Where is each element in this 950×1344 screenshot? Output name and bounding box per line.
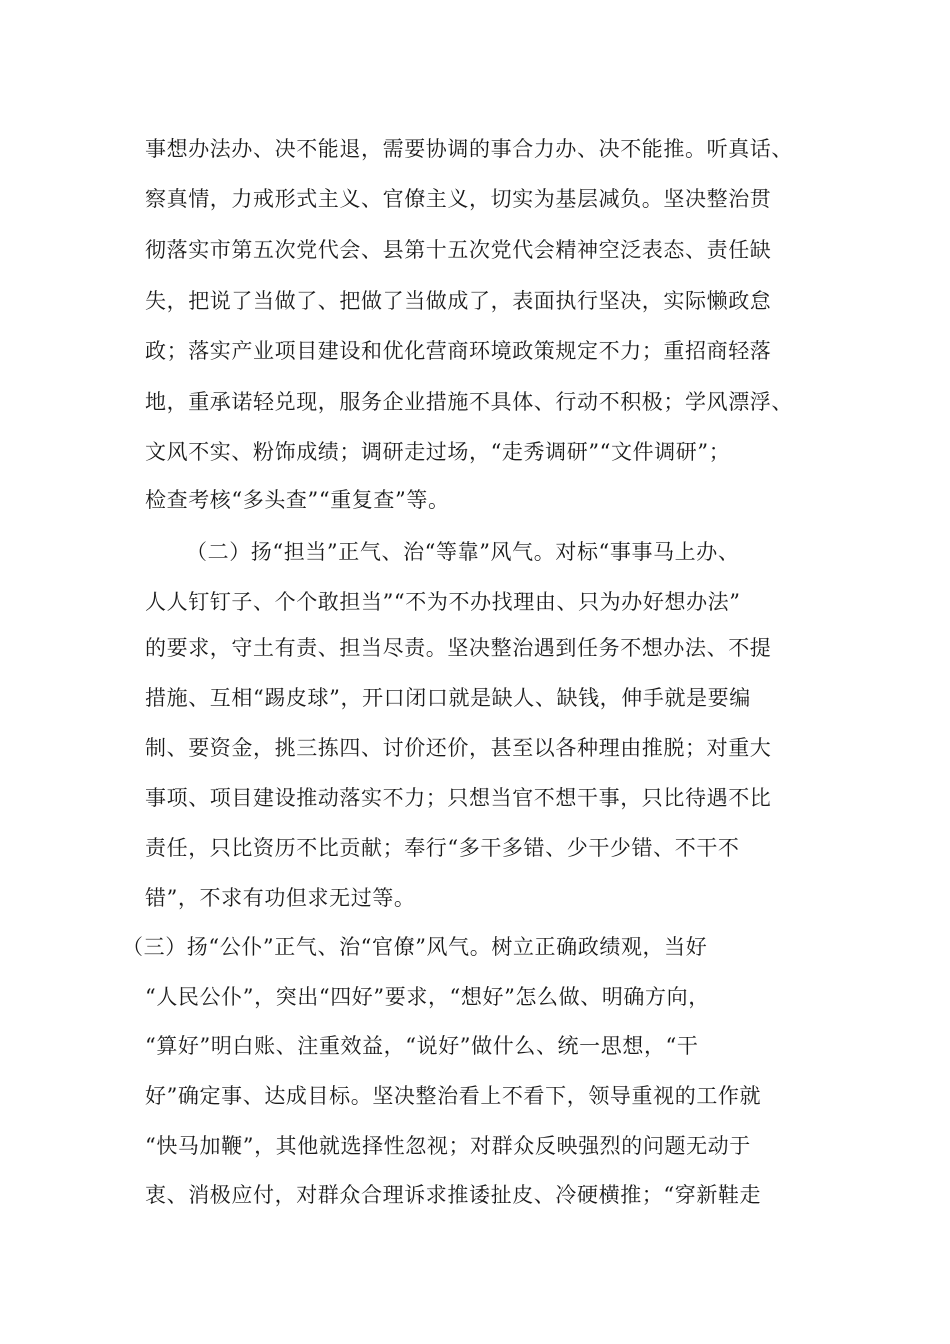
- section-heading-2: （二）扬“担当”正气、治“等靠”风气。对标“事事马上办、: [186, 540, 740, 564]
- text-line: 人人钉钉子、个个敢担当”“不为不办找理由、只为办好想办法”: [145, 590, 741, 614]
- text-line: 检查考核“多头查”“重复查”等。: [145, 488, 450, 512]
- text-line: 失，把说了当做了、把做了当做成了，表面执行坚决，实际懒政怠: [145, 289, 772, 313]
- text-line: 制、要资金，挑三拣四、讨价还价，甚至以各种理由推脱；对重大: [145, 736, 772, 760]
- text-line: 地，重承诺轻兑现，服务企业措施不具体、行动不积极；学风漂浮、: [145, 390, 793, 414]
- text-line: 察真情，力戒形式主义、官僚主义，切实为基层减负。坚决整治贯: [145, 187, 772, 211]
- text-line: 事项、项目建设推动落实不力；只想当官不想干事，只比待遇不比: [145, 786, 772, 810]
- text-line: 措施、互相“踢皮球”，开口闭口就是缺人、缺钱，伸手就是要编: [145, 686, 751, 710]
- section-heading-3: （三）扬“公仆”正气、治“官僚”风气。树立正确政绩观，当好: [122, 935, 708, 959]
- text-line: “算好”明白账、注重效益，“说好”做什么、统一思想，“干: [145, 1034, 699, 1058]
- text-line: 彻落实市第五次党代会、县第十五次党代会精神空泛表态、责任缺: [145, 238, 772, 262]
- text-line: “快马加鞭”，其他就选择性忽视；对群众反映强烈的问题无动于: [145, 1134, 751, 1158]
- text-line: 政；落实产业项目建设和优化营商环境政策规定不力；重招商轻落: [145, 339, 772, 363]
- text-line: 衷、消极应付，对群众合理诉求推诿扯皮、冷硬横推；“穿新鞋走: [145, 1183, 762, 1207]
- text-line: 责任，只比资历不比贡献；奉行“多干多错、少干少错、不干不: [145, 836, 740, 860]
- text-line: 错”，不求有功但求无过等。: [145, 886, 416, 910]
- text-line: 好”确定事、达成目标。坚决整治看上不看下，领导重视的工作就: [145, 1084, 762, 1108]
- text-line: 事想办法办、决不能退，需要协调的事合力办、决不能推。听真话、: [145, 137, 793, 161]
- text-line: 文风不实、粉饰成绩；调研走过场，“走秀调研”“文件调研”；: [145, 440, 731, 464]
- text-line: “人民公仆”，突出“四好”要求，“想好”怎么做、明确方向，: [145, 985, 710, 1009]
- text-line: 的要求，守土有责、担当尽责。坚决整治遇到任务不想办法、不提: [145, 636, 772, 660]
